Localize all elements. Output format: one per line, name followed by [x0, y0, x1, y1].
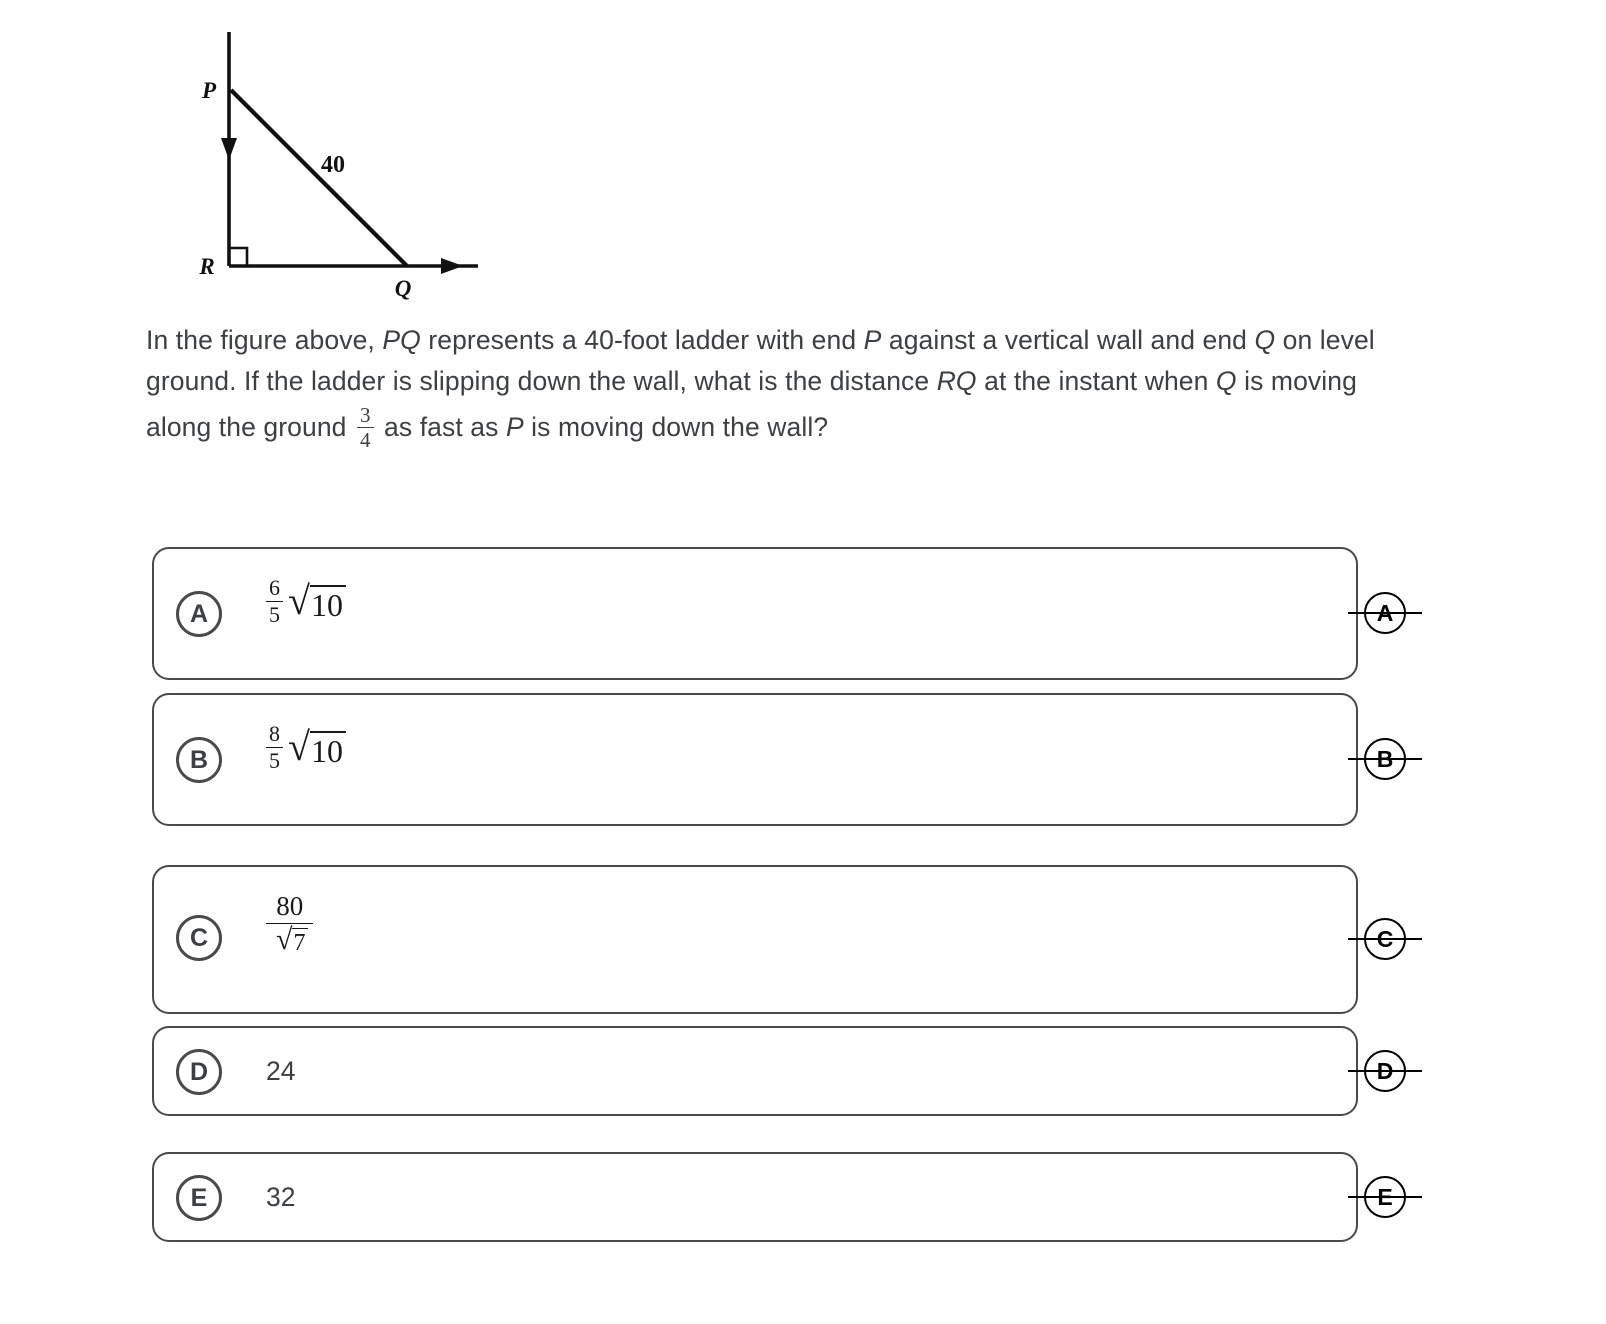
figure-label-p: P	[201, 78, 217, 103]
option-c-numerator: 80	[276, 891, 304, 921]
option-b-coefficient-fraction	[266, 723, 283, 773]
question-text-part: represents a 40-foot ladder with end	[420, 325, 864, 355]
eliminate-marker-e[interactable]	[1348, 1175, 1422, 1219]
option-a-numerator: 6	[269, 575, 280, 600]
radical-icon: √	[288, 577, 310, 623]
option-d-value: 24	[266, 1056, 296, 1086]
option-card-a[interactable]	[152, 547, 1358, 680]
eliminate-badge-b: B	[1364, 738, 1406, 780]
option-a-denominator: 5	[266, 601, 283, 626]
question-var-q: Q	[1254, 325, 1276, 355]
option-math-b	[266, 723, 346, 773]
option-badge-a: A	[176, 591, 222, 637]
question-var-p2: P	[505, 412, 524, 443]
option-badge-d: D	[176, 1049, 222, 1095]
eliminate-marker-a[interactable]	[1348, 591, 1422, 635]
radical-icon: √	[276, 923, 293, 956]
option-math-a	[266, 577, 346, 627]
question-var-p: P	[863, 325, 882, 355]
option-e-value: 32	[266, 1182, 296, 1212]
eliminate-marker-c[interactable]	[1348, 917, 1422, 961]
option-badge-c: C	[176, 915, 222, 961]
question-text-part: In the figure above,	[146, 325, 383, 355]
option-card-c[interactable]	[152, 865, 1358, 1014]
option-c-denominator	[266, 924, 313, 954]
figure-label-r: R	[199, 254, 215, 279]
option-c-radicand: 7	[292, 928, 308, 955]
option-content-c	[266, 893, 313, 954]
option-c-fraction	[266, 893, 313, 954]
option-card-e[interactable]	[152, 1152, 1358, 1242]
radical-icon: √	[288, 723, 310, 769]
question-var-pq: PQ	[382, 325, 421, 355]
option-card-b[interactable]	[152, 693, 1358, 826]
option-b-numerator: 8	[269, 721, 280, 746]
fraction-numerator: 3	[359, 403, 371, 427]
question-text-part: at the instant when	[976, 366, 1216, 396]
eliminate-badge-e: E	[1364, 1176, 1406, 1218]
option-a-radicand: 10	[310, 585, 346, 621]
ladder-hypotenuse-line	[231, 90, 407, 266]
question-text-part: is moving along the ground	[146, 366, 1357, 443]
question-text-part: on level ground. If the ladder is slipping down the wall, what is the distance	[146, 325, 1375, 396]
option-b-radicand: 10	[310, 731, 346, 767]
figure-container	[145, 20, 565, 300]
ground-right-arrow-icon	[441, 258, 463, 274]
option-c-square-root	[276, 923, 308, 956]
question-stem	[146, 320, 1406, 453]
eliminate-badge-d: D	[1364, 1050, 1406, 1092]
option-b-square-root	[288, 723, 346, 769]
right-angle-marker-icon	[229, 248, 247, 266]
eliminate-badge-c: C	[1364, 918, 1406, 960]
option-a-square-root	[288, 577, 346, 623]
eliminate-marker-b[interactable]	[1348, 737, 1422, 781]
option-badge-e: E	[176, 1175, 222, 1221]
option-content-e	[266, 1176, 295, 1218]
option-math-c	[266, 893, 313, 954]
option-b-denominator: 5	[266, 747, 283, 772]
option-content-d	[266, 1050, 295, 1092]
eliminate-badge-a: A	[1364, 592, 1406, 634]
question-text-part: as fast as	[376, 412, 506, 443]
figure-label-q: Q	[394, 276, 412, 300]
figure-length-label-40: 40	[321, 152, 345, 178]
option-content-a	[266, 577, 346, 627]
ladder-triangle-figure	[145, 20, 565, 300]
question-var-q2: Q	[1215, 366, 1237, 396]
wall-down-arrow-icon	[221, 138, 237, 160]
option-badge-b: B	[176, 737, 222, 783]
option-a-coefficient-fraction	[266, 577, 283, 627]
question-var-rq: RQ	[936, 366, 977, 396]
option-card-d[interactable]	[152, 1026, 1358, 1116]
question-text-part: is moving down the wall?	[523, 412, 829, 443]
eliminate-marker-d[interactable]	[1348, 1049, 1422, 1093]
option-content-b	[266, 723, 346, 773]
question-fraction-three-fourths	[357, 404, 374, 451]
fraction-denominator: 4	[357, 427, 374, 451]
question-text-part: against a vertical wall and end	[881, 325, 1255, 355]
